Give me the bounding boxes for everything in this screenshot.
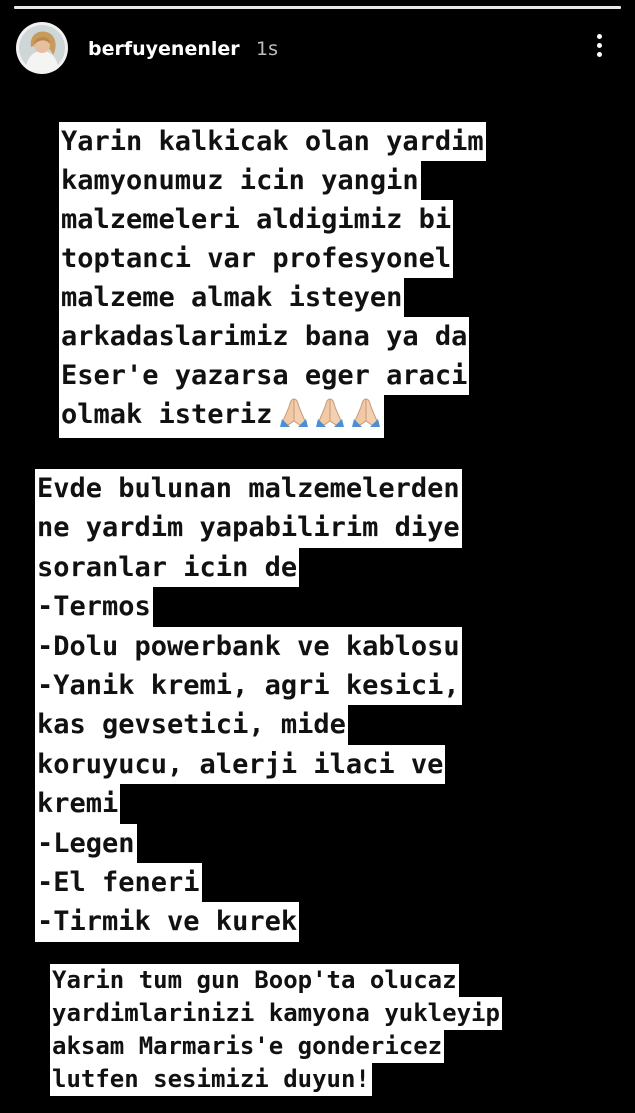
- story-text-block-1: [59, 122, 486, 438]
- story-progress-bar: [14, 6, 621, 9]
- profile-photo-icon: [19, 25, 65, 71]
- story-text-line-label: -Termos: [37, 591, 151, 623]
- story-text-line-label: Yarin kalkicak olan yardim: [61, 126, 484, 157]
- story-text-line: [35, 469, 462, 508]
- story-text-line-label: Yarin tum gun Boop'ta olucaz: [52, 966, 457, 994]
- story-text-line-label: -Dolu powerbank ve kablosu: [37, 630, 460, 662]
- story-text-line: [50, 1030, 444, 1063]
- more-vert-icon[interactable]: [592, 34, 606, 64]
- story-text-line: [35, 863, 202, 902]
- story-text-line-label: Eser'e yazarsa eger araci: [61, 360, 468, 391]
- story-text-line: [35, 902, 299, 941]
- story-text-line-label: -El feneri: [37, 867, 200, 899]
- story-text-line-label: -Yanik kremi, agri kesici,: [37, 670, 460, 702]
- story-text-line: [59, 395, 384, 438]
- story-text-line: [59, 356, 469, 395]
- progress-segment: [14, 6, 621, 9]
- story-text-line: [35, 548, 299, 587]
- story-text-line: [59, 317, 469, 356]
- story-text-line-label: aksam Marmaris'e gondericez: [52, 1032, 443, 1060]
- story-text-line-label: kas gevsetici, mide: [37, 709, 346, 741]
- avatar[interactable]: [16, 22, 68, 74]
- story-text-line: [59, 278, 404, 317]
- story-text-line-label: soranlar icin de: [37, 551, 298, 583]
- story-text-line: [59, 161, 421, 200]
- story-text-line-label: lutfen sesimizi duyun!: [52, 1065, 370, 1093]
- story-text-block-2: [35, 469, 462, 942]
- story-text-block-3: [50, 964, 502, 1096]
- story-text-line-label: malzeme almak isteyen: [61, 282, 403, 313]
- username[interactable]: berfuyenenler: [88, 38, 240, 60]
- story-text-line-label: kremi: [37, 788, 119, 820]
- story-text-line-label: olmak isteriz: [61, 399, 273, 430]
- story-header: [16, 22, 616, 78]
- story-text-line: [59, 239, 453, 278]
- story-text-line: [59, 122, 486, 161]
- story-text-line-label: -Tirmik ve kurek: [37, 906, 298, 938]
- story-text-line-label: malzemeleri aldigimiz bi: [61, 204, 452, 235]
- story-text-line-label: yardimlarinizi kamyona yukleyip: [52, 999, 500, 1027]
- story-text-line-label: koruyucu, alerji ilaci ve: [37, 748, 444, 780]
- folded-hands-emoji: [278, 397, 382, 438]
- story-text-line-label: ne yardim yapabilirim diye: [37, 512, 460, 544]
- story-text-line: [35, 784, 120, 823]
- story-text-line: [35, 587, 153, 626]
- story-text-line: [35, 508, 462, 547]
- story-text-line-label: arkadaslarimiz bana ya da: [61, 321, 468, 352]
- story-text-line: [35, 666, 462, 705]
- story-text-line: [35, 745, 445, 784]
- story-text-line-label: toptanci var profesyonel: [61, 243, 452, 274]
- post-time: 1s: [256, 38, 278, 60]
- story-text-line: [35, 627, 462, 666]
- story-text-line: [59, 200, 453, 239]
- story-text-line: [35, 705, 348, 744]
- story-text-line: [50, 997, 502, 1030]
- story-text-line-label: Evde bulunan malzemelerden: [37, 473, 460, 504]
- story-text-line-label: kamyonumuz icin yangin: [61, 165, 419, 196]
- story-text-line: [50, 1063, 372, 1096]
- story-text-line: [50, 964, 459, 997]
- story-text-line-label: -Legen: [37, 827, 135, 859]
- story-text-line: [35, 824, 137, 863]
